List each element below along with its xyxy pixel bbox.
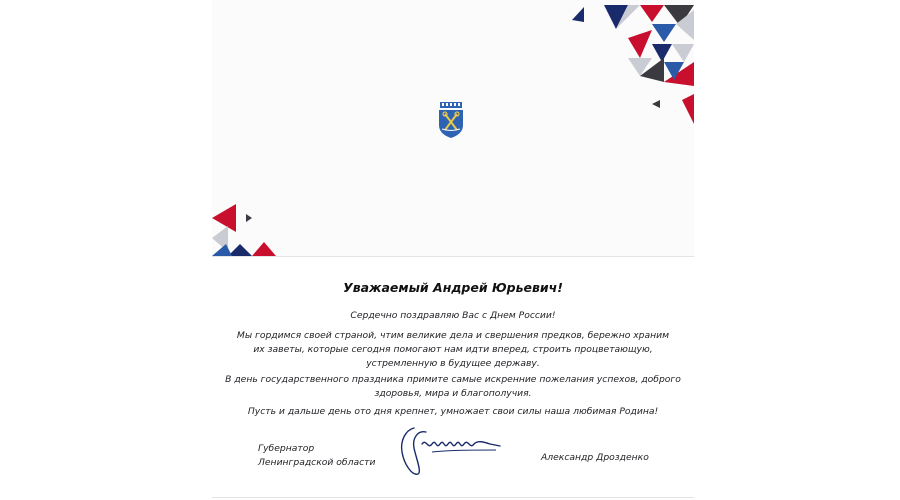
triangle-decoration — [628, 30, 652, 58]
letter-greeting-line: Сердечно поздравляю Вас с Днем России! — [350, 310, 556, 321]
triangle-decoration — [228, 244, 252, 256]
letter-closing-line: Пусть и дальше день ото дня крепнет, умножает свои силы наша любимая Родина! — [247, 406, 659, 417]
letter-salutation: Уважаемый Андрей Юрьевич! — [343, 280, 563, 295]
letter-paragraph-line: их заветы, которые сегодня помогают нам идти вперед, строить процветающую, — [253, 344, 653, 355]
letter-paragraph-line: Мы гордимся своей страной, чтим великие дела и свершения предков, бережно храним — [236, 330, 670, 341]
triangle-decoration — [252, 242, 276, 256]
letter-paragraph-line: В день государственного праздника примите самые искренние пожелания успехов, доброго — [225, 374, 681, 385]
triangle-decoration — [572, 7, 584, 22]
signatory-name: Александр Дрозденко — [541, 452, 649, 463]
triangle-decoration — [652, 44, 672, 62]
triangle-decoration — [672, 44, 694, 62]
triangle-decoration — [652, 100, 660, 108]
handwritten-signature — [392, 420, 504, 482]
triangle-decoration — [640, 5, 664, 22]
letter-paragraph-line: здоровья, мира и благополучия. — [374, 388, 532, 399]
triangle-decoration — [682, 94, 694, 124]
triangle-decoration — [246, 214, 252, 222]
triangle-decoration — [212, 204, 236, 232]
letter-paragraph-line: устремленную в будущее державу. — [366, 358, 540, 369]
regional-coat-of-arms-icon — [437, 101, 465, 139]
signatory-position-line: Губернатор — [258, 443, 315, 454]
signatory-position-line: Ленинградской области — [258, 457, 376, 468]
triangle-decoration — [652, 24, 676, 42]
